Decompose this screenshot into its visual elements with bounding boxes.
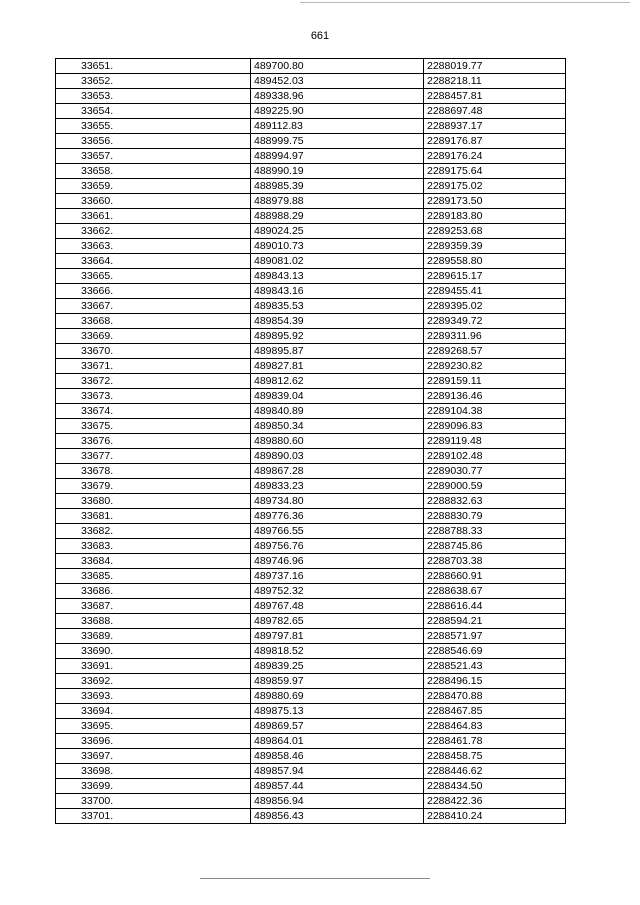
point-number-cell: 33669.	[56, 329, 251, 344]
x-coordinate-cell: 489338.96	[251, 89, 424, 104]
y-coordinate-cell: 2289349.72	[424, 314, 566, 329]
x-coordinate-cell: 489857.44	[251, 779, 424, 794]
y-coordinate-cell: 2288594.21	[424, 614, 566, 629]
table-row	[56, 254, 566, 269]
x-coordinate-cell: 489839.25	[251, 659, 424, 674]
x-coordinate-cell: 489752.32	[251, 584, 424, 599]
table-row	[56, 209, 566, 224]
y-coordinate-cell: 2289311.96	[424, 329, 566, 344]
y-coordinate-cell: 2288434.50	[424, 779, 566, 794]
y-coordinate-cell: 2288660.91	[424, 569, 566, 584]
point-number-cell: 33682.	[56, 524, 251, 539]
table-row	[56, 104, 566, 119]
x-coordinate-cell: 489827.81	[251, 359, 424, 374]
point-number-cell: 33670.	[56, 344, 251, 359]
y-coordinate-cell: 2289175.64	[424, 164, 566, 179]
point-number-cell: 33663.	[56, 239, 251, 254]
x-coordinate-cell: 489767.48	[251, 599, 424, 614]
table-row	[56, 644, 566, 659]
y-coordinate-cell: 2288616.44	[424, 599, 566, 614]
x-coordinate-cell: 489875.13	[251, 704, 424, 719]
point-number-cell: 33699.	[56, 779, 251, 794]
table-row	[56, 314, 566, 329]
point-number-cell: 33652.	[56, 74, 251, 89]
y-coordinate-cell: 2288470.88	[424, 689, 566, 704]
table-row	[56, 329, 566, 344]
y-coordinate-cell: 2288457.81	[424, 89, 566, 104]
point-number-cell: 33685.	[56, 569, 251, 584]
point-number-cell: 33671.	[56, 359, 251, 374]
y-coordinate-cell: 2288703.38	[424, 554, 566, 569]
point-number-cell: 33687.	[56, 599, 251, 614]
table-row	[56, 224, 566, 239]
bottom-scan-line	[200, 878, 430, 879]
y-coordinate-cell: 2288467.85	[424, 704, 566, 719]
x-coordinate-cell: 489737.16	[251, 569, 424, 584]
table-row	[56, 74, 566, 89]
table-row	[56, 299, 566, 314]
x-coordinate-cell: 489856.94	[251, 794, 424, 809]
x-coordinate-cell: 489010.73	[251, 239, 424, 254]
point-number-cell: 33672.	[56, 374, 251, 389]
x-coordinate-cell: 488994.97	[251, 149, 424, 164]
table-row	[56, 734, 566, 749]
point-number-cell: 33661.	[56, 209, 251, 224]
point-number-cell: 33651.	[56, 59, 251, 74]
y-coordinate-cell: 2288019.77	[424, 59, 566, 74]
x-coordinate-cell: 489112.83	[251, 119, 424, 134]
x-coordinate-cell: 489818.52	[251, 644, 424, 659]
x-coordinate-cell: 489895.87	[251, 344, 424, 359]
table-row	[56, 704, 566, 719]
x-coordinate-cell: 488990.19	[251, 164, 424, 179]
point-number-cell: 33677.	[56, 449, 251, 464]
point-number-cell: 33691.	[56, 659, 251, 674]
y-coordinate-cell: 2289395.02	[424, 299, 566, 314]
point-number-cell: 33688.	[56, 614, 251, 629]
x-coordinate-cell: 489880.60	[251, 434, 424, 449]
y-coordinate-cell: 2288461.78	[424, 734, 566, 749]
point-number-cell: 33686.	[56, 584, 251, 599]
table-row	[56, 584, 566, 599]
point-number-cell: 33655.	[56, 119, 251, 134]
table-row	[56, 179, 566, 194]
y-coordinate-cell: 2289176.87	[424, 134, 566, 149]
table-row	[56, 374, 566, 389]
point-number-cell: 33696.	[56, 734, 251, 749]
x-coordinate-cell: 489839.04	[251, 389, 424, 404]
point-number-cell: 33660.	[56, 194, 251, 209]
y-coordinate-cell: 2289455.41	[424, 284, 566, 299]
y-coordinate-cell: 2289104.38	[424, 404, 566, 419]
table-row	[56, 809, 566, 824]
point-number-cell: 33674.	[56, 404, 251, 419]
table-row	[56, 164, 566, 179]
x-coordinate-cell: 489895.92	[251, 329, 424, 344]
point-number-cell: 33678.	[56, 464, 251, 479]
y-coordinate-cell: 2289000.59	[424, 479, 566, 494]
y-coordinate-cell: 2289096.83	[424, 419, 566, 434]
table-row	[56, 599, 566, 614]
table-row	[56, 614, 566, 629]
x-coordinate-cell: 489856.43	[251, 809, 424, 824]
x-coordinate-cell: 489452.03	[251, 74, 424, 89]
point-number-cell: 33698.	[56, 764, 251, 779]
x-coordinate-cell: 489756.76	[251, 539, 424, 554]
y-coordinate-cell: 2288571.97	[424, 629, 566, 644]
y-coordinate-cell: 2289136.46	[424, 389, 566, 404]
x-coordinate-cell: 489797.81	[251, 629, 424, 644]
x-coordinate-cell: 489782.65	[251, 614, 424, 629]
point-number-cell: 33684.	[56, 554, 251, 569]
x-coordinate-cell: 489225.90	[251, 104, 424, 119]
page-number: 661	[310, 30, 330, 42]
y-coordinate-cell: 2289173.50	[424, 194, 566, 209]
y-coordinate-cell: 2289159.11	[424, 374, 566, 389]
table-row	[56, 404, 566, 419]
y-coordinate-cell: 2289359.39	[424, 239, 566, 254]
x-coordinate-cell: 489858.46	[251, 749, 424, 764]
point-number-cell: 33689.	[56, 629, 251, 644]
table-row	[56, 134, 566, 149]
x-coordinate-cell: 489024.25	[251, 224, 424, 239]
point-number-cell: 33694.	[56, 704, 251, 719]
x-coordinate-cell: 489850.34	[251, 419, 424, 434]
x-coordinate-cell: 489867.28	[251, 464, 424, 479]
table-row	[56, 434, 566, 449]
table-row	[56, 344, 566, 359]
point-number-cell: 33673.	[56, 389, 251, 404]
y-coordinate-cell: 2288521.43	[424, 659, 566, 674]
y-coordinate-cell: 2289102.48	[424, 449, 566, 464]
y-coordinate-cell: 2288745.86	[424, 539, 566, 554]
x-coordinate-cell: 489880.69	[251, 689, 424, 704]
x-coordinate-cell: 489812.62	[251, 374, 424, 389]
y-coordinate-cell: 2288458.75	[424, 749, 566, 764]
point-number-cell: 33656.	[56, 134, 251, 149]
x-coordinate-cell: 488985.39	[251, 179, 424, 194]
y-coordinate-cell: 2288410.24	[424, 809, 566, 824]
top-scan-line	[300, 2, 630, 3]
x-coordinate-cell: 489843.13	[251, 269, 424, 284]
table-row	[56, 719, 566, 734]
x-coordinate-cell: 489746.96	[251, 554, 424, 569]
x-coordinate-cell: 489840.89	[251, 404, 424, 419]
table-row	[56, 239, 566, 254]
point-number-cell: 33666.	[56, 284, 251, 299]
point-number-cell: 33693.	[56, 689, 251, 704]
y-coordinate-cell: 2289230.82	[424, 359, 566, 374]
x-coordinate-cell: 489843.16	[251, 284, 424, 299]
y-coordinate-cell: 2288546.69	[424, 644, 566, 659]
x-coordinate-cell: 489864.01	[251, 734, 424, 749]
y-coordinate-cell: 2288496.15	[424, 674, 566, 689]
y-coordinate-cell: 2289175.02	[424, 179, 566, 194]
x-coordinate-cell: 489869.57	[251, 719, 424, 734]
table-row	[56, 794, 566, 809]
point-number-cell: 33701.	[56, 809, 251, 824]
point-number-cell: 33700.	[56, 794, 251, 809]
y-coordinate-cell: 2288788.33	[424, 524, 566, 539]
point-number-cell: 33681.	[56, 509, 251, 524]
x-coordinate-cell: 488999.75	[251, 134, 424, 149]
table-row	[56, 689, 566, 704]
table-row	[56, 569, 566, 584]
coordinates-table-body	[56, 59, 566, 824]
point-number-cell: 33654.	[56, 104, 251, 119]
table-row	[56, 629, 566, 644]
table-row	[56, 389, 566, 404]
x-coordinate-cell: 488979.88	[251, 194, 424, 209]
table-row	[56, 659, 566, 674]
x-coordinate-cell: 489890.03	[251, 449, 424, 464]
point-number-cell: 33662.	[56, 224, 251, 239]
y-coordinate-cell: 2288464.83	[424, 719, 566, 734]
table-row	[56, 449, 566, 464]
x-coordinate-cell: 488988.29	[251, 209, 424, 224]
table-row	[56, 524, 566, 539]
table-row	[56, 764, 566, 779]
table-row	[56, 494, 566, 509]
y-coordinate-cell: 2288638.67	[424, 584, 566, 599]
x-coordinate-cell: 489081.02	[251, 254, 424, 269]
table-row	[56, 674, 566, 689]
x-coordinate-cell: 489776.36	[251, 509, 424, 524]
point-number-cell: 33676.	[56, 434, 251, 449]
table-row	[56, 359, 566, 374]
y-coordinate-cell: 2289253.68	[424, 224, 566, 239]
point-number-cell: 33680.	[56, 494, 251, 509]
table-row	[56, 284, 566, 299]
table-row	[56, 479, 566, 494]
x-coordinate-cell: 489766.55	[251, 524, 424, 539]
point-number-cell: 33653.	[56, 89, 251, 104]
y-coordinate-cell: 2288446.62	[424, 764, 566, 779]
x-coordinate-cell: 489859.97	[251, 674, 424, 689]
x-coordinate-cell: 489857.94	[251, 764, 424, 779]
table-row	[56, 269, 566, 284]
y-coordinate-cell: 2288832.63	[424, 494, 566, 509]
table-row	[56, 419, 566, 434]
table-row	[56, 194, 566, 209]
point-number-cell: 33683.	[56, 539, 251, 554]
table-row	[56, 779, 566, 794]
table-row	[56, 749, 566, 764]
table-row	[56, 464, 566, 479]
table-row	[56, 539, 566, 554]
y-coordinate-cell: 2288937.17	[424, 119, 566, 134]
x-coordinate-cell: 489833.23	[251, 479, 424, 494]
y-coordinate-cell: 2289268.57	[424, 344, 566, 359]
point-number-cell: 33667.	[56, 299, 251, 314]
y-coordinate-cell: 2288218.11	[424, 74, 566, 89]
y-coordinate-cell: 2289183.80	[424, 209, 566, 224]
coordinates-table	[55, 58, 566, 824]
point-number-cell: 33664.	[56, 254, 251, 269]
point-number-cell: 33657.	[56, 149, 251, 164]
y-coordinate-cell: 2289558.80	[424, 254, 566, 269]
table-row	[56, 59, 566, 74]
y-coordinate-cell: 2289176.24	[424, 149, 566, 164]
point-number-cell: 33659.	[56, 179, 251, 194]
point-number-cell: 33679.	[56, 479, 251, 494]
table-row	[56, 89, 566, 104]
y-coordinate-cell: 2288830.79	[424, 509, 566, 524]
y-coordinate-cell: 2289030.77	[424, 464, 566, 479]
table-row	[56, 509, 566, 524]
table-row	[56, 554, 566, 569]
point-number-cell: 33692.	[56, 674, 251, 689]
point-number-cell: 33675.	[56, 419, 251, 434]
point-number-cell: 33668.	[56, 314, 251, 329]
y-coordinate-cell: 2289119.48	[424, 434, 566, 449]
point-number-cell: 33697.	[56, 749, 251, 764]
table-row	[56, 119, 566, 134]
table-row	[56, 149, 566, 164]
y-coordinate-cell: 2289615.17	[424, 269, 566, 284]
y-coordinate-cell: 2288697.48	[424, 104, 566, 119]
point-number-cell: 33690.	[56, 644, 251, 659]
point-number-cell: 33695.	[56, 719, 251, 734]
y-coordinate-cell: 2288422.36	[424, 794, 566, 809]
point-number-cell: 33665.	[56, 269, 251, 284]
x-coordinate-cell: 489700.80	[251, 59, 424, 74]
x-coordinate-cell: 489835.53	[251, 299, 424, 314]
point-number-cell: 33658.	[56, 164, 251, 179]
x-coordinate-cell: 489854.39	[251, 314, 424, 329]
x-coordinate-cell: 489734.80	[251, 494, 424, 509]
